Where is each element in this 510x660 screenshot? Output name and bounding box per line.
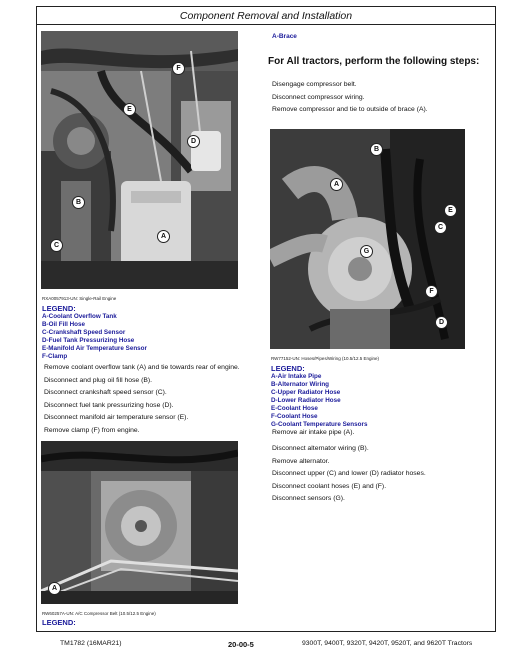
legend-item: F-Clamp (42, 353, 68, 360)
callout-e: E (444, 204, 457, 217)
step-item: Disconnect compressor wiring. (272, 93, 365, 101)
callout-a: A (157, 230, 170, 243)
callout-d: D (435, 316, 448, 329)
step-item: Disconnect and plug oil fill hose (B). (44, 376, 153, 384)
engine-photo-single-rail (41, 31, 238, 289)
brace-legend-item: A-Brace (272, 33, 297, 40)
callout-a: A (48, 582, 61, 595)
legend-item: D-Lower Radiator Hose (271, 397, 341, 404)
legend-item: A-Coolant Overflow Tank (42, 313, 117, 320)
legend-item: C-Upper Radiator Hose (271, 389, 341, 396)
figure-3-caption-id: RW60257A-UN: A/C Compressor Belt (10.5/12.5 Engine) (42, 611, 156, 616)
header-rule (36, 24, 496, 25)
steps-2-continued-list (272, 443, 426, 506)
footer-page-number: 20-00-5 (228, 640, 254, 649)
step-item: Disconnect crankshaft speed sensor (C). (44, 389, 167, 396)
step-item: Remove alternator. (272, 457, 330, 465)
figure-2-legend (271, 373, 367, 429)
callout-f: F (172, 62, 185, 75)
page-header: Component Removal and Installation (179, 10, 353, 22)
step-item: Remove coolant overflow tank (A) and tie towards rear of engine. (44, 364, 240, 371)
legend-item: C-Crankshaft Speed Sensor (42, 329, 126, 336)
legend-item: E-Manifold Air Temperature Sensor (42, 345, 147, 352)
legend-item: B-Oil Fill Hose (42, 321, 86, 328)
figure-1-legend (42, 313, 147, 361)
legend-item: F-Coolant Hose (271, 413, 318, 420)
callout-g: G (360, 245, 373, 258)
legend-item: G-Coolant Temperature Sensors (271, 421, 368, 428)
step-item: Disconnect upper (C) and lower (D) radiator hoses. (272, 470, 426, 477)
section-heading: For All tractors, perform the following steps: (268, 56, 480, 67)
figure-3-legend-title: LEGEND: (42, 618, 76, 627)
step-item: Remove clamp (F) from engine. (44, 426, 140, 434)
step-item: Disconnect fuel tank pressurizing hose (D). (44, 401, 174, 409)
figure-2-legend-title: LEGEND: (271, 364, 305, 373)
legend-item: A-Air Intake Pipe (271, 373, 322, 380)
callout-c: C (434, 221, 447, 234)
step-item: Disconnect manifold air temperature sensor (E). (44, 414, 189, 421)
step-item: Remove compressor and tie to outside of brace (A). (272, 106, 428, 113)
step-item: Disconnect alternator wiring (B). (272, 445, 369, 452)
step-item: Disconnect coolant hoses (E) and (F). (272, 482, 387, 490)
legend-item: E-Coolant Hose (271, 405, 318, 412)
footer-doc-id: TM1782 (16MAR21) (60, 640, 122, 647)
compressor-steps-list (272, 79, 428, 117)
steps-2-list (272, 427, 354, 440)
steps-1-list (44, 362, 240, 437)
callout-b: B (72, 196, 85, 209)
callout-d: D (187, 135, 200, 148)
step-item: Disengage compressor belt. (272, 81, 357, 88)
callout-a: A (330, 178, 343, 191)
legend-item: B-Alternator Wiring (271, 381, 330, 388)
callout-e: E (123, 103, 136, 116)
figure-1-legend-title: LEGEND: (42, 304, 76, 313)
callout-b: B (370, 143, 383, 156)
legend-item: D-Fuel Tank Pressurizing Hose (42, 337, 135, 344)
step-item: Disconnect sensors (G). (272, 495, 345, 502)
callout-c: C (50, 239, 63, 252)
figure-1-caption-id: RXA0057913-UN: Single-Rail Engine (42, 296, 117, 301)
engine-hoses-photo (270, 129, 465, 349)
step-item: Remove air intake pipe (A). (272, 429, 355, 436)
figure-2-caption-id: RW77152-UN: Hoses/Pipes/Wiring (10.5/12.5 Engine) (271, 356, 379, 361)
callout-f: F (425, 285, 438, 298)
footer-models: 9300T, 9400T, 9320T, 9420T, 9520T, and 9620T Tractors (302, 640, 473, 647)
ac-compressor-photo (41, 441, 238, 604)
